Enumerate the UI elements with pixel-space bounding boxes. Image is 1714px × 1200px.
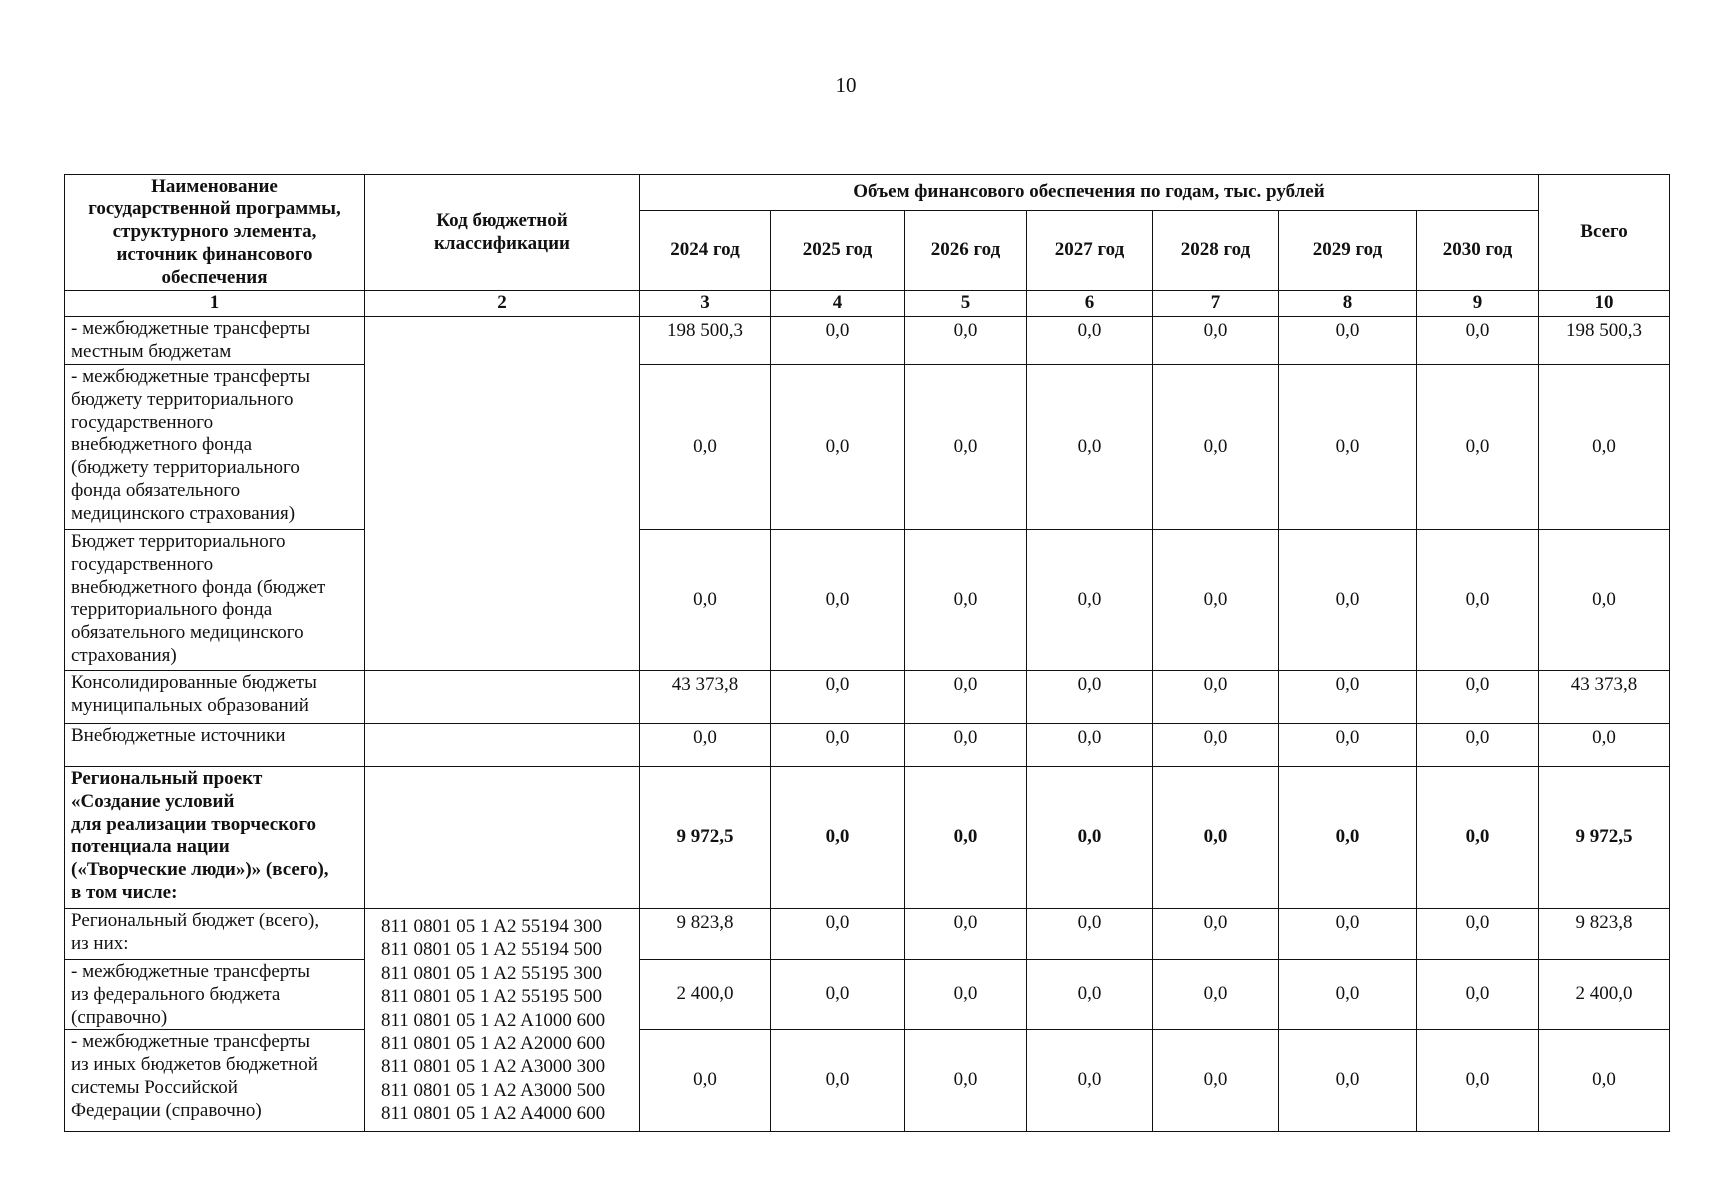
row-year-value: 0,0 — [1153, 909, 1279, 960]
row-year-value: 0,0 — [905, 365, 1027, 530]
column-number: 9 — [1417, 291, 1539, 317]
table-row — [65, 530, 1670, 671]
row-year-value: 0,0 — [771, 909, 905, 960]
row-year-value: 0,0 — [1027, 671, 1153, 724]
column-number: 8 — [1279, 291, 1417, 317]
row-year-value: 0,0 — [905, 1030, 1027, 1132]
row-year-value: 0,0 — [771, 317, 905, 365]
budget-code: 811 0801 05 1 A2 A2000 600 — [381, 1032, 606, 1054]
table-row — [65, 909, 1670, 960]
table-row — [65, 960, 1670, 1030]
row-name: Бюджет территориального государственного внебюджетного фонда (бюджет территориального фонда обязательного медицинского страхования) — [65, 530, 365, 671]
column-number: 7 — [1153, 291, 1279, 317]
row-name: - межбюджетные трансферты из иных бюджетов бюджетной системы Российской Федерации (справочно) — [65, 1030, 365, 1132]
row-year-value: 0,0 — [1153, 1030, 1279, 1132]
row-year-value: 0,0 — [1417, 909, 1539, 960]
row-year-value: 0,0 — [640, 1030, 771, 1132]
row-total-value: 0,0 — [1539, 365, 1670, 530]
row-year-value: 0,0 — [1279, 530, 1417, 671]
row-year-value: 0,0 — [1027, 365, 1153, 530]
row-year-value: 0,0 — [771, 1030, 905, 1132]
row-year-value: 0,0 — [1153, 530, 1279, 671]
code-cell-empty — [365, 724, 640, 767]
row-year-value: 0,0 — [1027, 724, 1153, 767]
row-year-value: 0,0 — [771, 767, 905, 909]
row-year-value: 0,0 — [640, 530, 771, 671]
row-year-value: 0,0 — [905, 530, 1027, 671]
row-year-value: 0,0 — [1417, 960, 1539, 1030]
row-total-value: 0,0 — [1539, 1030, 1670, 1132]
budget-table — [64, 174, 1670, 1132]
table-row — [65, 365, 1670, 530]
row-year-value: 0,0 — [1417, 317, 1539, 365]
budget-code-list — [365, 909, 640, 1132]
header-total-column: Всего — [1539, 175, 1670, 291]
budget-code: 811 0801 05 1 A2 55195 500 — [381, 986, 602, 1008]
row-year-value: 0,0 — [771, 365, 905, 530]
row-year-value: 9 823,8 — [640, 909, 771, 960]
row-total-value: 2 400,0 — [1539, 960, 1670, 1030]
row-year-value: 0,0 — [1153, 317, 1279, 365]
row-year-value: 0,0 — [1417, 365, 1539, 530]
row-year-value: 0,0 — [1153, 365, 1279, 530]
row-year-value: 0,0 — [771, 724, 905, 767]
budget-code: 811 0801 05 1 A2 55194 500 — [381, 939, 602, 961]
header-year-3: 2026 год — [905, 211, 1027, 291]
header-code-column: Код бюджетной классификации — [365, 175, 640, 291]
row-year-value: 0,0 — [1027, 767, 1153, 909]
budget-code: 811 0801 05 1 A2 55194 300 — [381, 916, 602, 938]
row-year-value: 9 972,5 — [640, 767, 771, 909]
row-year-value: 0,0 — [1153, 767, 1279, 909]
row-year-value: 0,0 — [1027, 909, 1153, 960]
row-year-value: 0,0 — [1279, 724, 1417, 767]
code-cell-empty — [365, 317, 640, 671]
column-number: 1 — [65, 291, 365, 317]
budget-code: 811 0801 05 1 A2 A1000 600 — [381, 1009, 606, 1031]
row-year-value: 0,0 — [905, 671, 1027, 724]
row-year-value: 0,0 — [1417, 671, 1539, 724]
column-number-row — [65, 291, 1670, 317]
header-year-5: 2028 год — [1153, 211, 1279, 291]
row-year-value: 0,0 — [905, 317, 1027, 365]
header-year-6: 2029 год — [1279, 211, 1417, 291]
page-number: 10 — [835, 73, 857, 97]
row-year-value: 0,0 — [905, 767, 1027, 909]
table-row — [65, 1030, 1670, 1132]
table-row — [65, 671, 1670, 724]
row-year-value: 0,0 — [1279, 960, 1417, 1030]
row-year-value: 0,0 — [1279, 909, 1417, 960]
row-name: - межбюджетные трансферты местным бюджетам — [65, 317, 365, 365]
row-total-value: 0,0 — [1539, 530, 1670, 671]
row-total-value: 9 972,5 — [1539, 767, 1670, 909]
budget-code: 811 0801 05 1 A2 55195 300 — [381, 962, 602, 984]
row-year-value: 0,0 — [1027, 960, 1153, 1030]
row-year-value: 0,0 — [905, 909, 1027, 960]
header-year-1: 2024 год — [640, 211, 771, 291]
column-number: 5 — [905, 291, 1027, 317]
header-year-2: 2025 год — [771, 211, 905, 291]
row-name: Внебюджетные источники — [65, 724, 365, 767]
budget-code: 811 0801 05 1 A2 A4000 600 — [381, 1102, 606, 1124]
column-number: 4 — [771, 291, 905, 317]
table-row — [65, 767, 1670, 909]
row-name: Региональный бюджет (всего), из них: — [65, 909, 365, 960]
row-year-value: 0,0 — [1417, 767, 1539, 909]
row-year-value: 0,0 — [1279, 317, 1417, 365]
header-name-column: Наименование государственной программы, структурного элемента, источник финансового обеспечения — [65, 175, 365, 291]
row-year-value: 198 500,3 — [640, 317, 771, 365]
table-row — [65, 317, 1670, 365]
row-year-value: 0,0 — [1279, 365, 1417, 530]
row-year-value: 0,0 — [1153, 671, 1279, 724]
header-volume-group: Объем финансового обеспечения по годам, тыс. рублей — [640, 175, 1539, 211]
row-name: - межбюджетные трансферты из федерального бюджета (справочно) — [65, 960, 365, 1030]
budget-code: 811 0801 05 1 A2 A3000 300 — [381, 1056, 606, 1078]
row-year-value: 0,0 — [771, 530, 905, 671]
column-number: 10 — [1539, 291, 1670, 317]
row-year-value: 0,0 — [640, 365, 771, 530]
row-year-value: 0,0 — [1153, 724, 1279, 767]
row-total-value: 9 823,8 — [1539, 909, 1670, 960]
header-year-4: 2027 год — [1027, 211, 1153, 291]
column-number: 6 — [1027, 291, 1153, 317]
row-year-value: 2 400,0 — [640, 960, 771, 1030]
row-year-value: 0,0 — [1153, 960, 1279, 1030]
row-total-value: 198 500,3 — [1539, 317, 1670, 365]
row-year-value: 0,0 — [1027, 1030, 1153, 1132]
row-name: Региональный проект «Создание условий для реализации творческого потенциала нации («Творческие люди»)» (всего), в том числе: — [65, 767, 365, 909]
table-row — [65, 724, 1670, 767]
column-number: 2 — [365, 291, 640, 317]
row-year-value: 0,0 — [640, 724, 771, 767]
row-year-value: 0,0 — [1279, 671, 1417, 724]
row-year-value: 0,0 — [905, 960, 1027, 1030]
row-year-value: 0,0 — [771, 671, 905, 724]
row-year-value: 0,0 — [771, 960, 905, 1030]
row-name: - межбюджетные трансферты бюджету территориального государственного внебюджетного фонда (бюджету территориального фонда обязательного медицинского страхования) — [65, 365, 365, 530]
row-year-value: 0,0 — [1417, 724, 1539, 767]
header-year-7: 2030 год — [1417, 211, 1539, 291]
row-year-value: 0,0 — [1027, 530, 1153, 671]
code-cell-empty — [365, 767, 640, 909]
row-year-value: 43 373,8 — [640, 671, 771, 724]
row-year-value: 0,0 — [1417, 1030, 1539, 1132]
row-total-value: 0,0 — [1539, 724, 1670, 767]
row-year-value: 0,0 — [1279, 767, 1417, 909]
row-year-value: 0,0 — [1417, 530, 1539, 671]
budget-code: 811 0801 05 1 A2 A3000 500 — [381, 1079, 606, 1101]
row-total-value: 43 373,8 — [1539, 671, 1670, 724]
row-name: Консолидированные бюджеты муниципальных образований — [65, 671, 365, 724]
row-year-value: 0,0 — [1279, 1030, 1417, 1132]
code-cell-empty — [365, 671, 640, 724]
column-number: 3 — [640, 291, 771, 317]
row-year-value: 0,0 — [1027, 317, 1153, 365]
row-year-value: 0,0 — [905, 724, 1027, 767]
